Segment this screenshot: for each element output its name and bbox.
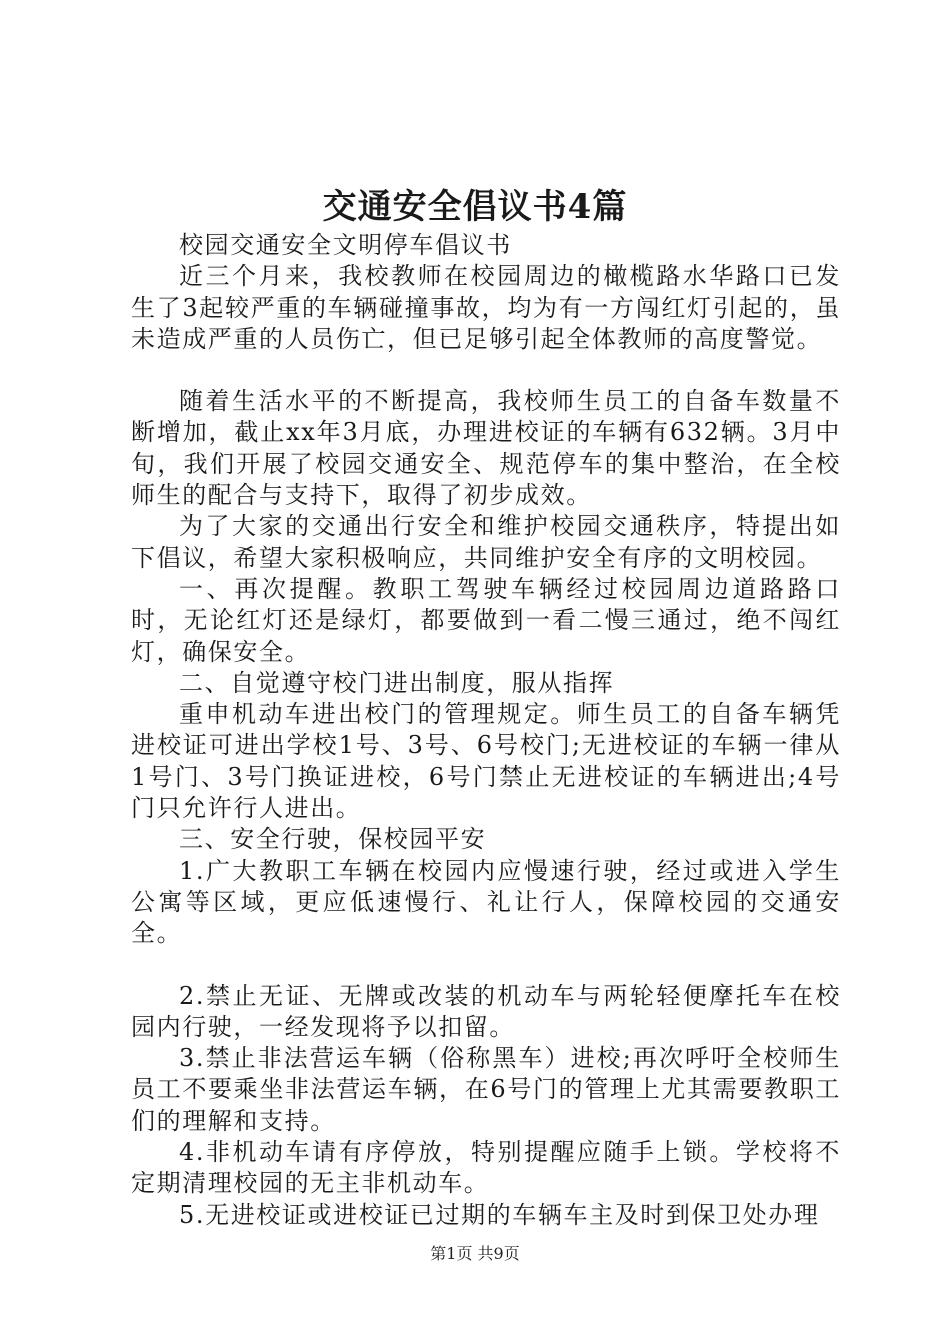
paragraph-subtitle: 校园交通安全文明停车倡议书 [179,231,512,259]
list-item: 1.广大教职工车辆在校园内应慢速行驶，经过或进入学生公寓等区域，更应低速慢行、礼让行人，保障校园的交通安全。 [131,856,841,948]
paragraph: 近三个月来，我校教师在校园周边的橄榄路水华路口已发生了3起较严重的车辆碰撞事故，均为有一方闯红灯引起的，虽未造成严重的人员伤亡，但已足够引起全体教师的高度警觉。 [131,262,841,353]
list-item: 4.非机动车请有序停放，特别提醒应随手上锁。学校将不定期清理校园的无主非机动车。 [131,1138,841,1198]
list-item: 3.禁止非法营运车辆（俗称黑车）进校;再次呼吁全校师生员工不要乘坐非法营运车辆，在6号门的管理上尤其需要教职工们的理解和支持。 [131,1044,841,1135]
document-title: 交通安全倡议书4篇 [322,187,628,227]
paragraph: 为了大家的交通出行安全和维护校园交通秩序，特提出如下倡议，希望大家积极响应，共同维护安全有序的文明校园。 [131,512,841,572]
list-item: 5.无进校证或进校证已过期的车辆车主及时到保卫处办理 [179,1200,820,1229]
paragraph: 重申机动车进出校门的管理规定。师生员工的自备车辆凭进校证可进出学校1号、3号、6号校门;无进校证的车辆一律从1号门、3号门换证进校，6号门禁止无进校证的车辆进出;4号门只允许行人进出。 [131,700,841,823]
section-heading: 二、自觉遵守校门进出制度，服从指挥 [179,668,615,697]
page-number-footer: 第1页 共9页 [430,1244,520,1263]
list-item: 2.禁止无证、无牌或改装的机动车与两轮轻便摩托车在校园内行驶，一经发现将予以扣留。 [131,981,841,1041]
paragraph: 随着生活水平的不断提高，我校师生员工的自备车数量不断增加，截止xx年3月底，办理进校证的车辆有632辆。3月中旬，我们开展了校园交通安全、规范停车的集中整治，在全校师生的配合与支持下，取得了初步成效。 [131,387,841,510]
document-body [131,230,841,1231]
section-heading: 三、安全行驶，保校园平安 [179,825,487,854]
paragraph: 一、再次提醒。教职工驾驶车辆经过校园周边道路路口时，无论红灯还是绿灯，都要做到一看二慢三通过，绝不闯红灯，确保安全。 [131,574,841,666]
